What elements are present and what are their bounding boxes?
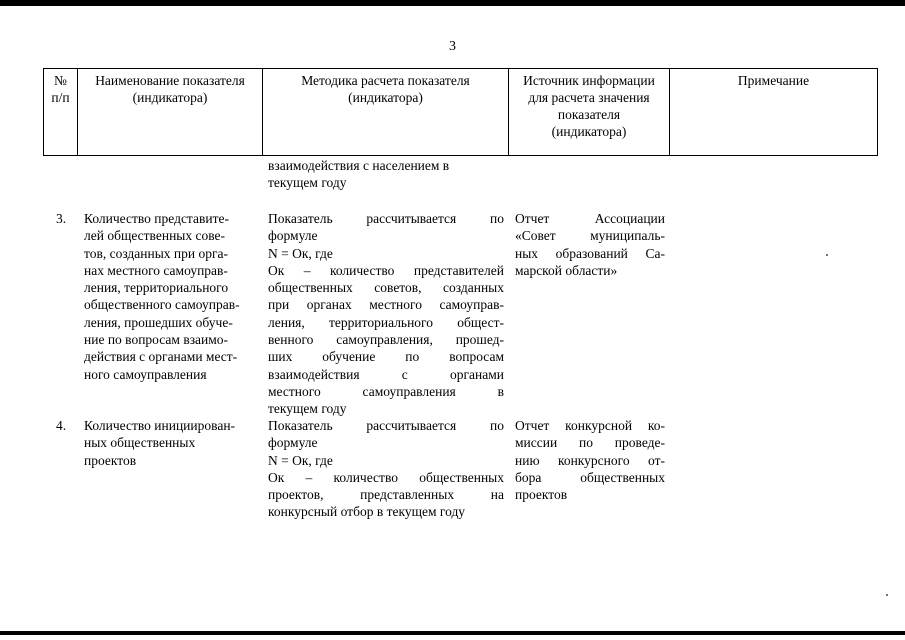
- table-header: [43, 68, 878, 156]
- scan-speck: [886, 594, 888, 596]
- row-3-name: Количество представите- лей общественных сове- тов, созданных при орга- нах местного самоуправ- ления, территориального общественного самоуправ- ления, прошедших обуче- ние по вопросам взаимо- действия с органами мест- ного самоуправления: [84, 211, 240, 382]
- top-scan-border: [0, 0, 905, 6]
- row-4-num: 4.: [56, 418, 67, 433]
- row-4-method: Показатель рассчитывается по формуле N = Oк, где Oк – количество общественных проектов, представленных на конкурсный отбор в текущем году: [268, 418, 504, 520]
- page-number: 3: [449, 39, 456, 54]
- bottom-scan-border: [0, 631, 905, 635]
- method-continuation: взаимодействия с населением в текущем году: [268, 158, 450, 191]
- header-method: Методика расчета показателя (индикатора): [263, 69, 509, 156]
- row-4-name: Количество инициирован- ных общественных проектов: [84, 418, 236, 468]
- header-source: Источник информации для расчета значения показателя (индикатора): [509, 69, 670, 156]
- header-note: Примечание: [670, 69, 878, 156]
- header-num: № п/п: [44, 69, 78, 156]
- row-4-source: Отчет конкурсной ко- миссии по проведе- нию конкурсного от- бора общественных проектов: [515, 418, 665, 503]
- row-3-num: 3.: [56, 211, 67, 226]
- header-name: Наименование показателя (индикатора): [78, 69, 263, 156]
- scan-speck: [826, 254, 828, 256]
- row-3-source: Отчет Ассоциации «Совет муниципаль- ных образований Са- марской области»: [515, 211, 665, 278]
- row-3-method: Показатель рассчитывается по формуле N = Oк, где Oк – количество представителей общественных советов, созданных при органах местного самоуправ- ления, территориального общест- венного самоуправления, прошед- ших обучение по вопросам взаимодействия с органами местного самоуправления в текущем году: [268, 211, 504, 417]
